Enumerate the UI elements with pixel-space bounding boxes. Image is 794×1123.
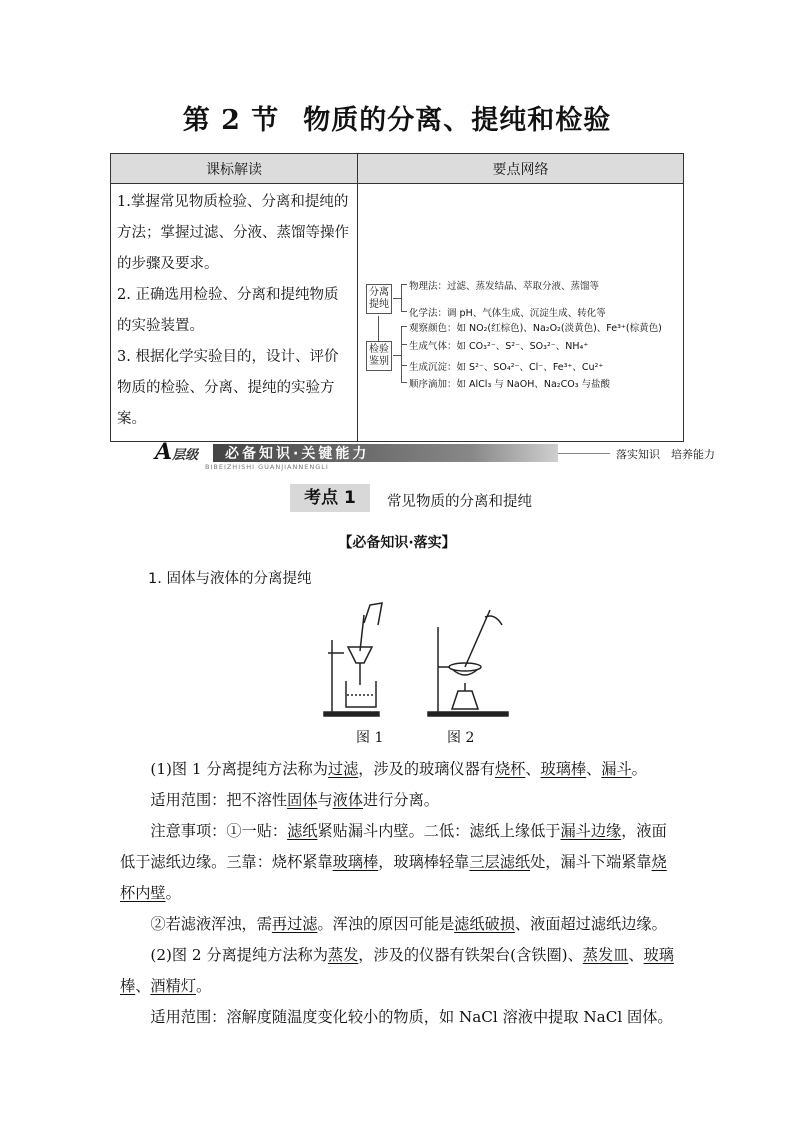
- network-cell: [358, 184, 684, 442]
- answer: 滤纸破损: [454, 915, 515, 933]
- text: ，涉及的玻璃仪器有: [358, 760, 495, 778]
- answer: 过滤: [327, 760, 359, 778]
- header-curriculum: 课标解读: [111, 154, 358, 184]
- connector: [401, 365, 407, 366]
- figure-caption-1: 图 1: [356, 730, 384, 746]
- text: 处，漏斗下端紧靠: [530, 853, 652, 871]
- text: ，涉及的仪器有铁架台(含铁圈)、: [358, 946, 583, 964]
- header-network: 要点网络: [358, 154, 684, 184]
- text: 紧贴漏斗内壁。二低：滤纸上缘低于: [317, 822, 561, 840]
- text: 、: [135, 977, 151, 995]
- section-title-text: 物质的分离、提纯和检验: [303, 105, 612, 136]
- apparatus-figures: [320, 595, 520, 720]
- text: 、: [525, 760, 541, 778]
- curriculum-cell: [111, 184, 358, 442]
- answer: 漏斗: [601, 760, 632, 778]
- topic-title: 常见物质的分离和提纯: [387, 494, 532, 510]
- body-text: [120, 754, 676, 1033]
- connector: [401, 326, 407, 327]
- network-box-detection: 检验鉴别: [366, 341, 392, 371]
- answer: 烧杯: [494, 760, 526, 778]
- text: 、: [586, 760, 602, 778]
- text: 注意事项：①一贴：: [150, 822, 288, 840]
- answer: 蒸发: [327, 946, 359, 964]
- answer: 蒸发皿: [582, 946, 629, 964]
- paragraph: [120, 754, 676, 785]
- network-item: 生成气体：如 CO₃²⁻、S²⁻、SO₃²⁻、NH₄⁺: [409, 341, 589, 352]
- text: 。: [195, 977, 212, 995]
- text: 。浑浊的原因可能是: [317, 915, 455, 933]
- text: (1)图 1 分离提纯方法称为: [150, 760, 328, 778]
- connector: [393, 298, 401, 299]
- banner-title: 必备知识·关键能力: [225, 446, 370, 462]
- sub-heading: 【必备知识·落实】: [338, 535, 456, 551]
- answer: 玻璃棒: [332, 853, 379, 871]
- network-item: 生成沉淀：如 S²⁻、SO₄²⁻、Cl⁻、Fe³⁺、Cu²⁺: [409, 362, 604, 373]
- answer: 玻璃棒: [120, 946, 674, 995]
- curriculum-item: 2. 正确选用检验、分离和提纯物质的实验装置。: [117, 287, 339, 334]
- overview-table: [110, 153, 684, 442]
- connector: [393, 355, 401, 356]
- text: ②若滤液浑浊，需: [150, 915, 272, 933]
- network-item: 顺序滴加：如 AlCl₃ 与 NaOH、Na₂CO₃ 与盐酸: [409, 379, 611, 390]
- network-item: 观察颜色：如 NO₂(红棕色)、Na₂O₂(淡黄色)、Fe³⁺(棕黄色): [409, 323, 662, 334]
- connector: [401, 382, 407, 383]
- text: 。: [631, 760, 647, 778]
- answer: 固体: [287, 791, 318, 809]
- topic-badge: 考点 1: [290, 484, 370, 512]
- banner-slogan: 落实知识 培养能力: [610, 446, 715, 462]
- section-title: [0, 98, 794, 137]
- answer: 烧杯内壁: [120, 853, 667, 902]
- text: 进行分离。: [363, 791, 439, 809]
- filtration-apparatus-figure: [324, 603, 382, 716]
- connector: [401, 326, 402, 382]
- network-item: 化学法：调 pH、气体生成、沉淀生成、转化等: [409, 308, 606, 319]
- paragraph: [120, 940, 676, 1002]
- text: 。: [165, 884, 181, 902]
- answer: 玻璃棒: [540, 760, 587, 778]
- answer: 再过滤: [271, 915, 318, 933]
- network-item: 物理法：过滤、蒸发结晶、萃取分液、蒸馏等: [409, 281, 600, 292]
- text: (2)图 2 分离提纯方法称为: [150, 946, 328, 964]
- answer: 三层滤纸: [469, 853, 531, 871]
- paragraph: [120, 785, 676, 816]
- section-number: 第 2 节: [182, 105, 280, 136]
- level-suffix: 层级: [172, 448, 199, 463]
- paragraph: [120, 909, 676, 940]
- network-box-separation: 分离提纯: [366, 284, 392, 314]
- connector: [401, 284, 402, 312]
- connector: [401, 311, 407, 312]
- figure-caption-2: 图 2: [447, 730, 475, 746]
- text: 、液面超过滤纸边缘。: [514, 915, 667, 933]
- connector: [378, 316, 379, 341]
- curriculum-item: 1.掌握常见物质检验、分离和提纯的方法；掌握过滤、分液、蒸馏等操作的步骤及要求。: [117, 194, 349, 272]
- level-letter: A: [155, 439, 173, 465]
- text: 适用范围：溶解度随温度变化较小的物质，如 NaCl 溶液中提取 NaCl 固体。: [150, 1008, 673, 1026]
- connector: [401, 344, 407, 345]
- level-label: [155, 439, 198, 465]
- text: 与: [317, 791, 333, 809]
- text: ，液面低于滤纸边缘。三靠：烧杯紧靠: [120, 822, 667, 871]
- level-banner: [155, 440, 715, 470]
- text: ，玻璃棒轻靠: [378, 853, 470, 871]
- paragraph: [120, 1002, 676, 1033]
- text: 适用范围：把不溶性: [150, 791, 288, 809]
- evaporation-apparatus-figure: [428, 610, 508, 716]
- point-heading: 1. 固体与液体的分离提纯: [148, 571, 312, 587]
- text: 、: [628, 946, 644, 964]
- answer: 漏斗边缘: [560, 822, 622, 840]
- answer: 滤纸: [287, 822, 318, 840]
- banner-pinyin: BIBEIZHISHI GUANJIANNENGLI: [205, 463, 329, 471]
- answer: 液体: [332, 791, 364, 809]
- connector: [401, 284, 407, 285]
- paragraph: [120, 816, 676, 909]
- curriculum-item: 3. 根据化学实验目的，设计、评价物质的检验、分离、提纯的实验方案。: [117, 349, 339, 427]
- answer: 酒精灯: [150, 977, 196, 995]
